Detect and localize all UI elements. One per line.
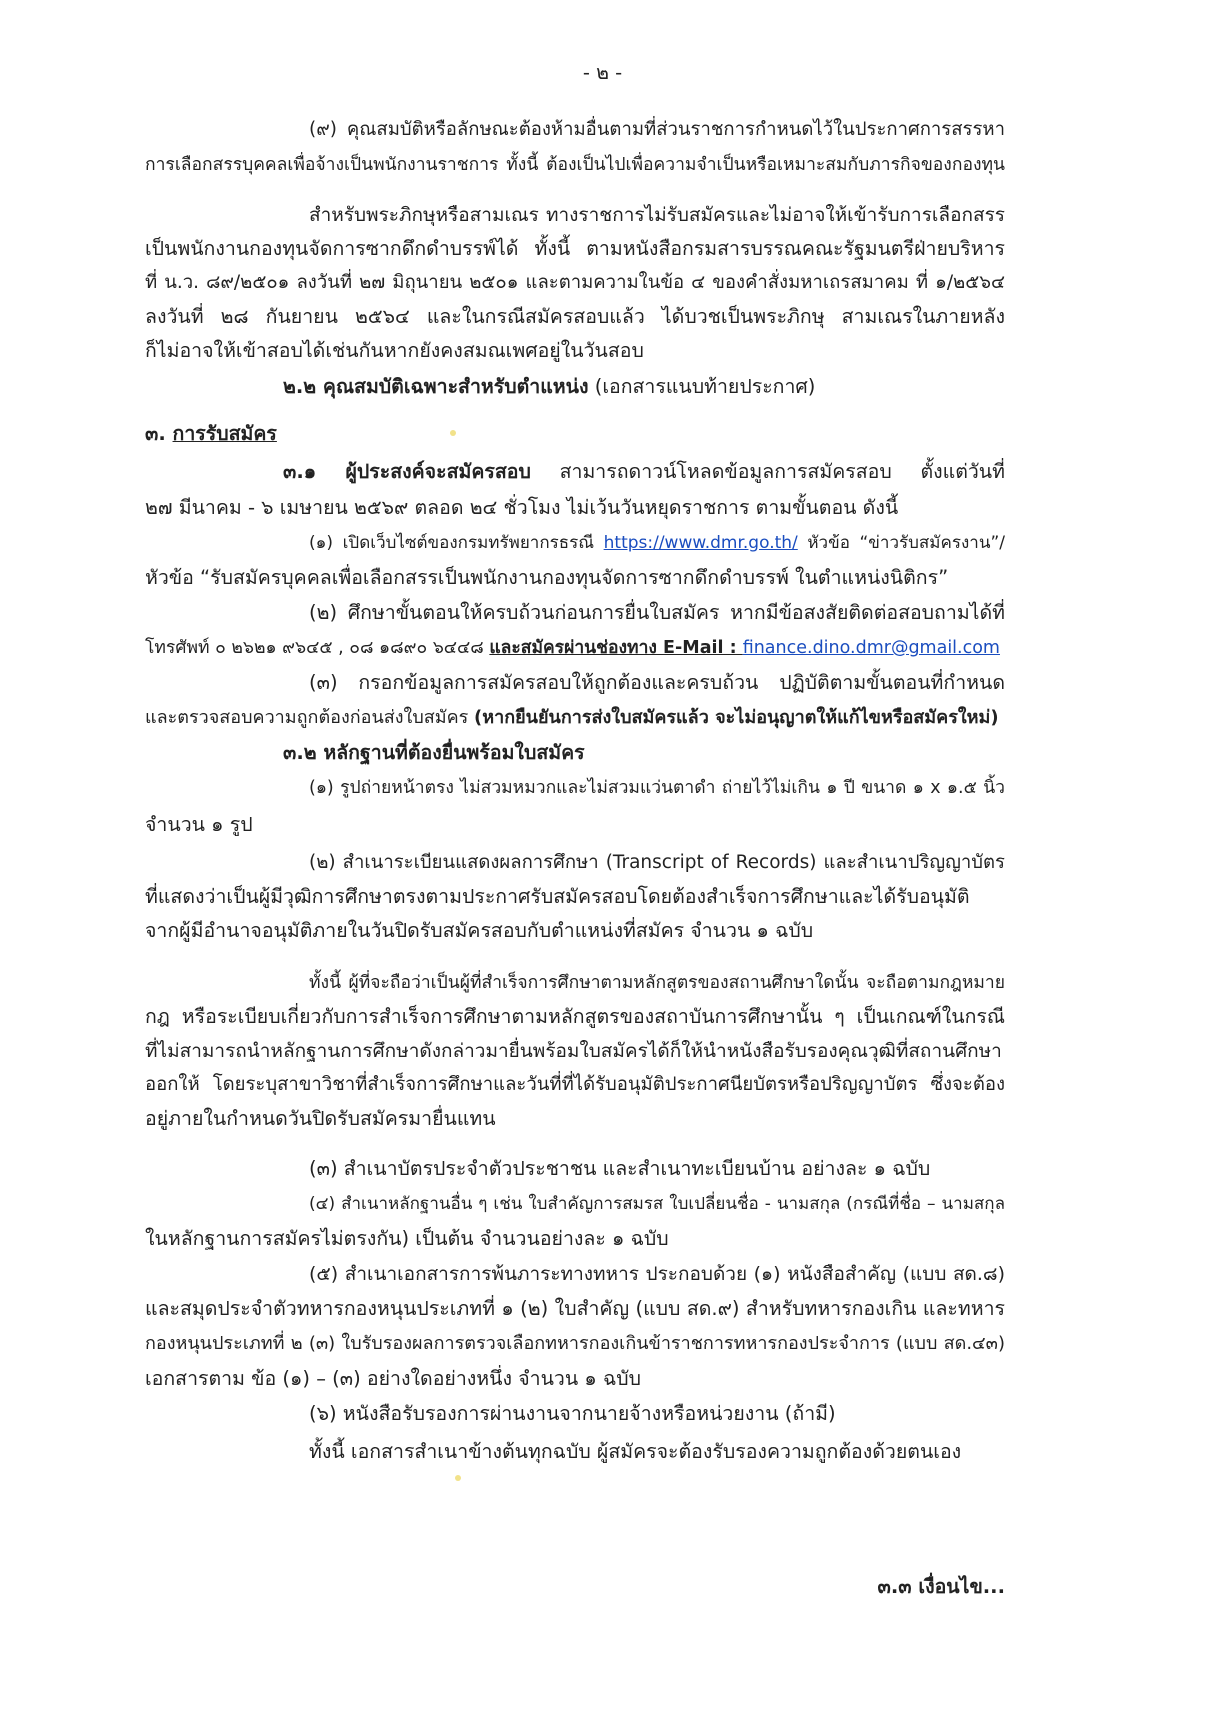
section-2-2-note: (เอกสารแนบท้ายประกาศ)	[588, 375, 816, 398]
step-3-line1: (๓) กรอกข้อมูลการสมัครสอบให้ถูกต้องและครบถ้วน ปฏิบัติตามขั้นตอนที่กำหนด	[309, 671, 1005, 694]
section-3-number: ๓.	[145, 422, 173, 445]
step-3-text: และตรวจสอบความถูกต้องก่อนส่งใบสมัคร	[145, 707, 475, 728]
scan-speck	[450, 430, 456, 436]
step-2-line2	[145, 633, 1000, 663]
step-1-line1	[309, 528, 1005, 558]
page-number: - ๒ -	[582, 61, 623, 84]
section-3-heading	[145, 419, 277, 449]
doc-5-line4: เอกสารตาม ข้อ (๑) – (๓) อย่างใดอย่างหนึ่ง จำนวน ๑ ฉบับ	[145, 1367, 642, 1390]
section-2-2-title: ๒.๒ คุณสมบัติเฉพาะสำหรับตำแหน่ง	[283, 375, 589, 398]
doc-4-line1: (๔) สำเนาหลักฐานอื่น ๆ เช่น ใบสำคัญการสมรส ใบเปลี่ยนชื่อ - นามสกุล (กรณีที่ชื่อ – นามสกุล	[309, 1194, 1005, 1214]
doc-5-line2: และสมุดประจำตัวทหารกองหนุนประเภทที่ ๑ (๒) ใบสำคัญ (แบบ สด.๙) สำหรับทหารกองเกิน และทหาร	[145, 1297, 1005, 1320]
section-3-1-line2: ๒๗ มีนาคม - ๖ เมษายน ๒๕๖๙ ตลอด ๒๔ ชั่วโมง ไม่เว้นวันหยุดราชการ ตามขั้นตอน ดังนี้	[145, 496, 899, 519]
education-note-line3: ที่ไม่สามารถนำหลักฐานการศึกษาดังกล่าวมายื่นพร้อมใบสมัครได้ก็ให้นำหนังสือรับรองคุณวุฒิที่สถานศึกษา	[145, 1040, 1002, 1062]
section-2-2	[283, 372, 815, 402]
doc-2-line3: จากผู้มีอำนาจอนุมัติภายในวันปิดรับสมัครสอบกับตำแหน่งที่สมัคร จำนวน ๑ ฉบับ	[145, 919, 814, 942]
monk-paragraph-line3: ที่ น.ว. ๘๙/๒๕๐๑ ลงวันที่ ๒๗ มิถุนายน ๒๕๐๑ และตามความในข้อ ๔ ของคำสั่งมหาเถรสมาคม ที่ ๑/๒๕๖๔	[145, 272, 1005, 293]
education-note-line2: กฎ หรือระเบียบเกี่ยวกับการสำเร็จการศึกษาตามหลักสูตรของสถาบันการศึกษานั้น ๆ เป็นเกณฑ์ในกรณี	[145, 1005, 1005, 1028]
doc-2-line1: (๒) สำเนาระเบียนแสดงผลการศึกษา (Transcript of Records) และสำเนาปริญญาบัตร	[309, 852, 1005, 873]
step-1-topic: หัวข้อ “ข่าวรับสมัครงาน”/	[797, 533, 1006, 553]
education-note-line1: ทั้งนี้ ผู้ที่จะถือว่าเป็นผู้ที่สำเร็จการศึกษาตามหลักสูตรของสถานศึกษาใดนั้น จะถือตามกฎหมาย	[309, 973, 1005, 993]
education-note-line4: ออกให้ โดยระบุสาขาวิชาที่สำเร็จการศึกษาและวันที่ที่ได้รับอนุมัติประกาศนียบัตรหรือปริญญาบัตร ซึ่งจะต้อง	[145, 1074, 1005, 1095]
continuation-marker: ๓.๓ เงื่อนไข...	[877, 1575, 1005, 1598]
doc-2-line2: ที่แสดงว่าเป็นผู้มีวุฒิการศึกษาตรงตามประกาศรับสมัครสอบโดยต้องสำเร็จการศึกษาและได้รับอนุมัติ	[145, 885, 970, 908]
step-2-line1: (๒) ศึกษาขั้นตอนให้ครบถ้วนก่อนการยื่นใบสมัคร หากมีข้อสงสัยติดต่อสอบถามได้ที่	[309, 601, 1005, 624]
doc-1-line2: จำนวน ๑ รูป	[145, 813, 253, 836]
monk-paragraph-line4: ลงวันที่ ๒๘ กันยายน ๒๕๖๔ และในกรณีสมัครสอบแล้ว ได้บวชเป็นพระภิกษุ สามเณรในภายหลัง	[145, 305, 1005, 328]
qualification-9-line1: (๙) คุณสมบัติหรือลักษณะต้องห้ามอื่นตามที่ส่วนราชการกำหนดไว้ในประกาศการสรรหา	[309, 119, 1005, 140]
doc-5-line3: กองหนุนประเภทที่ ๒ (๓) ใบรับรองผลการตรวจเลือกทหารกองเกินข้าราชการทหารกองประจำการ (แบบ สด.๔๓)	[145, 1333, 1005, 1354]
doc-5-line1: (๕) สำเนาเอกสารการพ้นภาระทางทหาร ประกอบด้วย (๑) หนังสือสำคัญ (แบบ สด.๘)	[309, 1263, 1005, 1285]
step-3-line2	[145, 703, 999, 733]
section-3-1-text: สามารถดาวน์โหลดข้อมูลการสมัครสอบ ตั้งแต่วันที่	[530, 460, 1005, 483]
dmr-website-link[interactable]: https://www.dmr.go.th/	[603, 533, 798, 553]
certification-note: ทั้งนี้ เอกสารสำเนาข้างต้นทุกฉบับ ผู้สมัครจะต้องรับรองความถูกต้องด้วยตนเอง	[309, 1440, 962, 1463]
doc-3: (๓) สำเนาบัตรประจำตัวประชาชน และสำเนาทะเบียนบ้าน อย่างละ ๑ ฉบับ	[309, 1157, 931, 1180]
qualification-9-line2: การเลือกสรรบุคคลเพื่อจ้างเป็นพนักงานราชการ ทั้งนี้ ต้องเป็นไปเพื่อความจำเป็นหรือเหมาะสมกับภารกิจของกองทุน	[145, 155, 1005, 175]
doc-6: (๖) หนังสือรับรองการผ่านงานจากนายจ้างหรือหน่วยงาน (ถ้ามี)	[309, 1402, 836, 1425]
email-label: และสมัครผ่านช่องทาง E-Mail :	[489, 638, 743, 658]
section-3-title: การรับสมัคร	[172, 422, 277, 445]
phone-numbers: โทรศัพท์ ๐ ๒๖๒๑ ๙๖๔๕ , ๐๘ ๑๘๙๐ ๖๔๔๘	[145, 638, 490, 658]
education-note-line5: อยู่ภายในกำหนดวันปิดรับสมัครมายื่นแทน	[145, 1107, 496, 1130]
section-3-2-title: ๓.๒ หลักฐานที่ต้องยื่นพร้อมใบสมัคร	[283, 741, 585, 764]
doc-4-line2: ในหลักฐานการสมัครไม่ตรงกัน) เป็นต้น จำนวนอย่างละ ๑ ฉบับ	[145, 1227, 669, 1250]
doc-1-line1: (๑) รูปถ่ายหน้าตรง ไม่สวมหมวกและไม่สวมแว่นตาดำ ถ่ายไว้ไม่เกิน ๑ ปี ขนาด ๑ x ๑.๕ นิ้ว	[309, 778, 1005, 798]
monk-paragraph-line5: ก็ไม่อาจให้เข้าสอบได้เช่นกันหากยังคงสมณเพศอยู่ในวันสอบ	[145, 339, 644, 362]
scan-speck	[455, 1475, 461, 1481]
step-1-line2: หัวข้อ “รับสมัครบุคคลเพื่อเลือกสรรเป็นพนักงานกองทุนจัดการซากดึกดำบรรพ์ ในตำแหน่งนิติกร”	[145, 566, 949, 589]
section-3-1-line1	[283, 457, 1005, 487]
email-link[interactable]: finance.dino.dmr@gmail.com	[742, 638, 1000, 658]
section-3-1-title: ๓.๑ ผู้ประสงค์จะสมัครสอบ	[283, 460, 531, 483]
monk-paragraph-line2: เป็นพนักงานกองทุนจัดการซากดึกดำบรรพ์ได้ ทั้งนี้ ตามหนังสือกรมสารบรรณคณะรัฐมนตรีฝ่ายบริหาร	[145, 237, 1005, 260]
step-1-text: (๑) เปิดเว็บไซต์ของกรมทรัพยากรธรณี	[309, 533, 604, 553]
step-3-warning: (หากยืนยันการส่งใบสมัครแล้ว จะไม่อนุญาตให้แก้ไขหรือสมัครใหม่)	[474, 707, 999, 728]
monk-paragraph-line1: สำหรับพระภิกษุหรือสามเณร ทางราชการไม่รับสมัครและไม่อาจให้เข้ารับการเลือกสรร	[309, 204, 1005, 226]
